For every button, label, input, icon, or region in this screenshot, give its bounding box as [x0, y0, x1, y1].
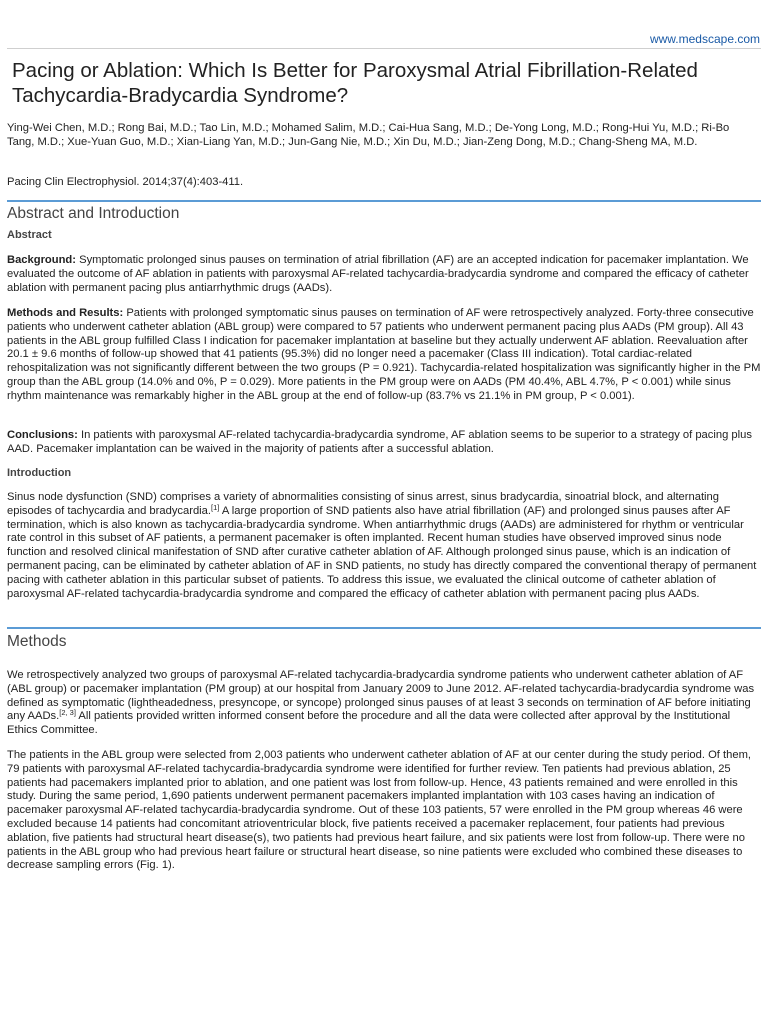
- conclusions-text: In patients with paroxysmal AF-related tachycardia-bradycardia syndrome, AF ablation seems to be superior to a strategy of pacing plus AAD. Pacemaker implantation can be waived in the majority of patients after a successful ablation.: [7, 429, 752, 455]
- methods-paragraph-2: The patients in the ABL group were selected from 2,003 patients who underwent catheter ablation of AF at our center during the study period. Of them, 79 patients with paroxysmal AF-related tachycardia-bradycardia syndrome were identified for further review. Ten patients had previous ablation, 25 patients had pacemakers implanted prior to ablation, and one patient was lost from follow-up. Hence, 43 patients remained and were enrolled in this study. During the same period, 1,690 patients underwent permanent pacemakers implanted implantation with 103 cases having an indication of pacemaker paroxysmal AF-related tachycardia-bradycardia syndrome. Out of these 103 patients, 57 were enrolled in the PM group whereas 46 were excluded because 14 patients had concomitant atrioventricular block, five patients received a pacemaker replacement, four patients had previous ablation, five patients had structural heart disease(s), two patients had previous heart failure, and six patients were lost from follow-up. There were no patients in the ABL group who had previous heart failure or structural heart disease, so nine patients were excluded who combined these diseases to decrease sampling errors (Fig. 1).: [7, 749, 751, 872]
- background-text: Symptomatic prolonged sinus pauses on termination of atrial fibrillation (AF) are an accepted indication for pacemaker implantation. We evaluated the outcome of AF ablation in patients with paroxysmal AF-related tachycardia-bradycardia syndrome and compared the efficacy of catheter ablation with permanent pacing plus antiarrhythmic drugs (AADs).: [7, 254, 749, 294]
- section-heading-abstract-introduction: Abstract and Introduction: [7, 205, 180, 222]
- header-divider: [7, 48, 761, 49]
- author-list: Ying-Wei Chen, M.D.; Rong Bai, M.D.; Tao Lin, M.D.; Mohamed Salim, M.D.; Cai-Hua Sang, M.D.; De-Yong Long, M.D.; Rong-Hui Yu, M.D.; Ri-Bo Tang, M.D.; Xue-Yuan Guo, M.D.; Xian-Liang Yan, M.D.; Jun-Gang Nie, M.D.; Xin Du, M.D.; Jian-Zeng Dong, M.D.; Chang-Sheng MA, M.D.: [7, 122, 730, 148]
- abstract-background: [7, 254, 762, 295]
- methods-paragraph-1: [7, 669, 762, 738]
- introduction-heading: Introduction: [7, 467, 72, 479]
- intro-text-part-2: A large proportion of SND patients also have atrial fibrillation (AF) and prolonged sinus pauses after AF termination, which is also known as tachycardia-bradycardia syndrome. When antiarrhythmic drugs (AADs) are administered for rhythm or ventricular rate control in this subset of AF patients, a permanent pacemaker is often implanted. Recent human studies have observed improved sinus node function and resolved clinical manifestation of SND after curative catheter ablation of AF. Although prolonged sinus pause, which is an indication of permanent pacing, can be eliminated by catheter ablation of AF in SND patients, no study has directly compared the conventional therapy of permanent pacing with catheter ablation in this particular subset of patients. To address this issue, we evaluated the clinical outcome of catheter ablation of paroxysmal AF-related tachycardia-bradycardia syndrome and compared the efficacy of catheter ablation with permanent pacing plus AADs.: [7, 504, 757, 600]
- methods-p1-text-part-2: All patients provided written informed consent before the procedure and all the data were collected after approval by the Institutional Ethics Committee.: [7, 710, 731, 737]
- conclusions-label: Conclusions:: [7, 429, 78, 441]
- introduction-paragraph: [7, 491, 762, 601]
- abstract-conclusions: [7, 429, 762, 457]
- reference-1-link[interactable]: [1]: [211, 502, 220, 512]
- methods-p1-text-part-1: We retrospectively analyzed two groups of paroxysmal AF-related tachycardia-bradycardia syndrome patients who underwent catheter ablation of AF (ABL group) or pacemaker implantation (PM group) at our hospital from January 2009 to June 2012. AF-related tachycardia-bradycardia syndrome was defined as symptomatic (lightheadedness, presyncope, or syncope) prolonged sinus pauses of at least 3 seconds on termination of AF before initiating any AADs.: [7, 669, 755, 723]
- journal-citation: Pacing Clin Electrophysiol. 2014;37(4):403-411.: [7, 176, 244, 188]
- section-divider: [7, 200, 761, 202]
- section-divider: [7, 627, 761, 629]
- methods-results-text: Patients with prolonged symptomatic sinus pauses on termination of AF were retrospectively analyzed. Forty-three consecutive patients who underwent catheter ablation (ABL group) were compared to 57 patients who underwent permanent pacing plus AADs (PM group). All 43 patients in the ABL group fulfilled Class I indication for pacemaker implantation at baseline but they actually underwent AF ablation. Reevaluation after 20.1 ± 9.6 months of follow-up showed that 41 patients (95.3%) did no longer need a pacemaker (Class III indication). Total cardiac-related rehospitalization was not significantly different between the two groups (P = 0.921). Tachycardia-related hospitalization was significantly higher in the PM group than the ABL group (14.0% and 0%, P = 0.029). More patients in the PM group were on AADs (PM 40.4%, ABL 4.7%, P < 0.001) while sinus rhythm maintenance was remarkably higher in the ABL group at the end of follow-up (83.7% vs 21.1% in PM group, P < 0.001).: [7, 307, 761, 402]
- intro-text-part-1: Sinus node dysfunction (SND) comprises a variety of abnormalities consisting of sinus arrest, sinus bradycardia, sinoatrial block, and alternating episodes of tachycardia and bradycardia.: [7, 491, 719, 517]
- medscape-link[interactable]: www.medscape.com: [649, 32, 760, 46]
- abstract-methods-results: [7, 307, 762, 404]
- background-label: Background:: [7, 254, 76, 266]
- reference-2-3-link[interactable]: [2, 3]: [59, 708, 76, 718]
- abstract-heading: Abstract: [7, 229, 52, 241]
- section-heading-methods: Methods: [7, 633, 67, 650]
- article-title: Pacing or Ablation: Which Is Better for Paroxysmal Atrial Fibrillation-Related Tachycardia-Bradycardia Syndrome?: [12, 59, 698, 107]
- methods-results-label: Methods and Results:: [7, 307, 124, 319]
